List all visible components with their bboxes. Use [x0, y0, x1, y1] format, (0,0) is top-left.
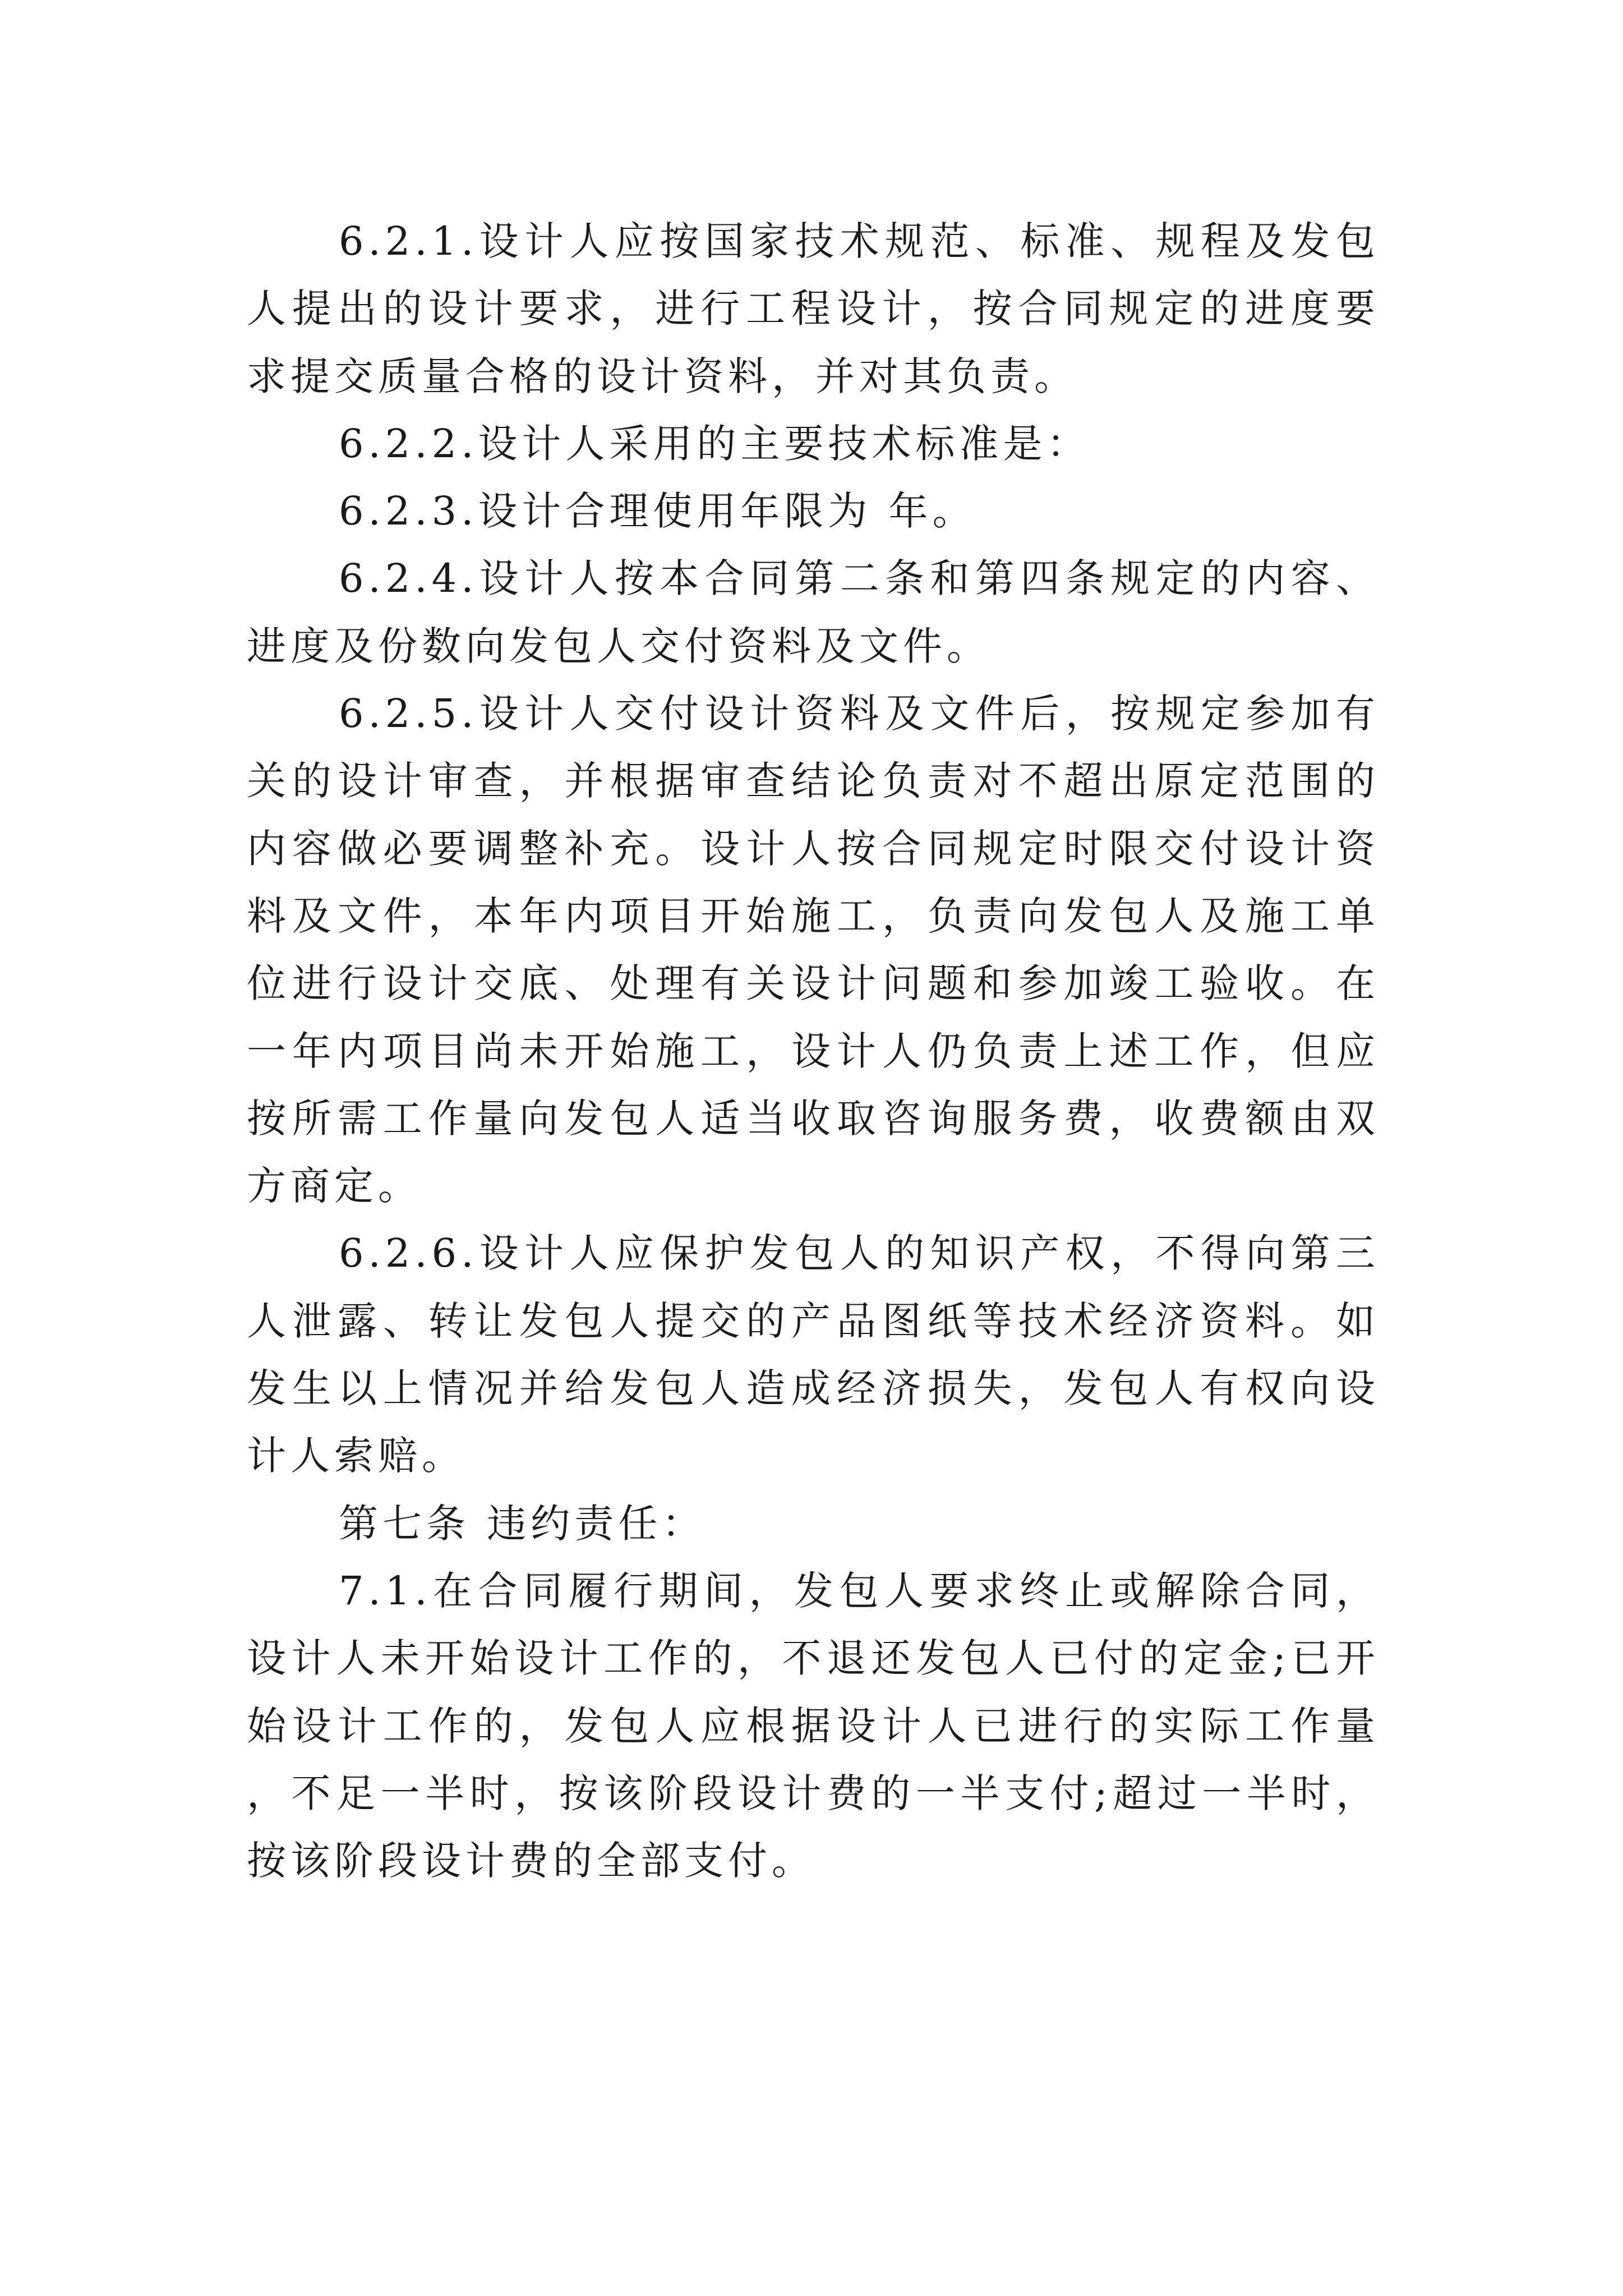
clause-6-2-6: 6.2.6.设计人应保护发包人的知识产权，不得向第三人泄露、转让发包人提交的产品图纸等技术经济资料。如发生以上情况并给发包人造成经济损失，发包人有权向设计人索赔。 — [247, 1230, 1380, 1479]
clause-6-2-3: 6.2.3.设计合理使用年限为 年。 — [339, 488, 976, 535]
article-7-heading: 第七条 违约责任： — [339, 1500, 706, 1547]
clause-6-2-4: 6.2.4.设计人按本合同第二条和第四条规定的内容、进度及份数向发包人交付资料及文件。 — [247, 555, 1380, 669]
clause-6-2-5: 6.2.5.设计人交付设计资料及文件后，按规定参加有关的设计审查，并根据审查结论负责对不超出原定范围的内容做必要调整补充。设计人按合同规定时限交付设计资料及文件，本年内项目开始施工，负责向发包人及施工单位进行设计交底、处理有关设计问题和参加竣工验收。在一年内项目尚未开始施工，设计人仍负责上述工作，但应按所需工作量向发包人适当收取咨询服务费，收费额由双方商定。 — [247, 691, 1380, 1209]
document-body — [247, 208, 1380, 1894]
clause-6-2-2: 6.2.2.设计人采用的主要技术标准是： — [339, 420, 1091, 467]
clause-6-2-1: 6.2.1.设计人应按国家技术规范、标准、规程及发包人提出的设计要求，进行工程设计，按合同规定的进度要求提交质量合格的设计资料，并对其负责。 — [247, 218, 1380, 399]
clause-7-1: 7.1.在合同履行期间，发包人要求终止或解除合同，设计人未开始设计工作的，不退还发包人已付的定金;已开始设计工作的，发包人应根据设计人已进行的实际工作量，不足一半时，按该阶段设计费的一半支付;超过一半时，按该阶段设计费的全部支付。 — [247, 1567, 1380, 1884]
